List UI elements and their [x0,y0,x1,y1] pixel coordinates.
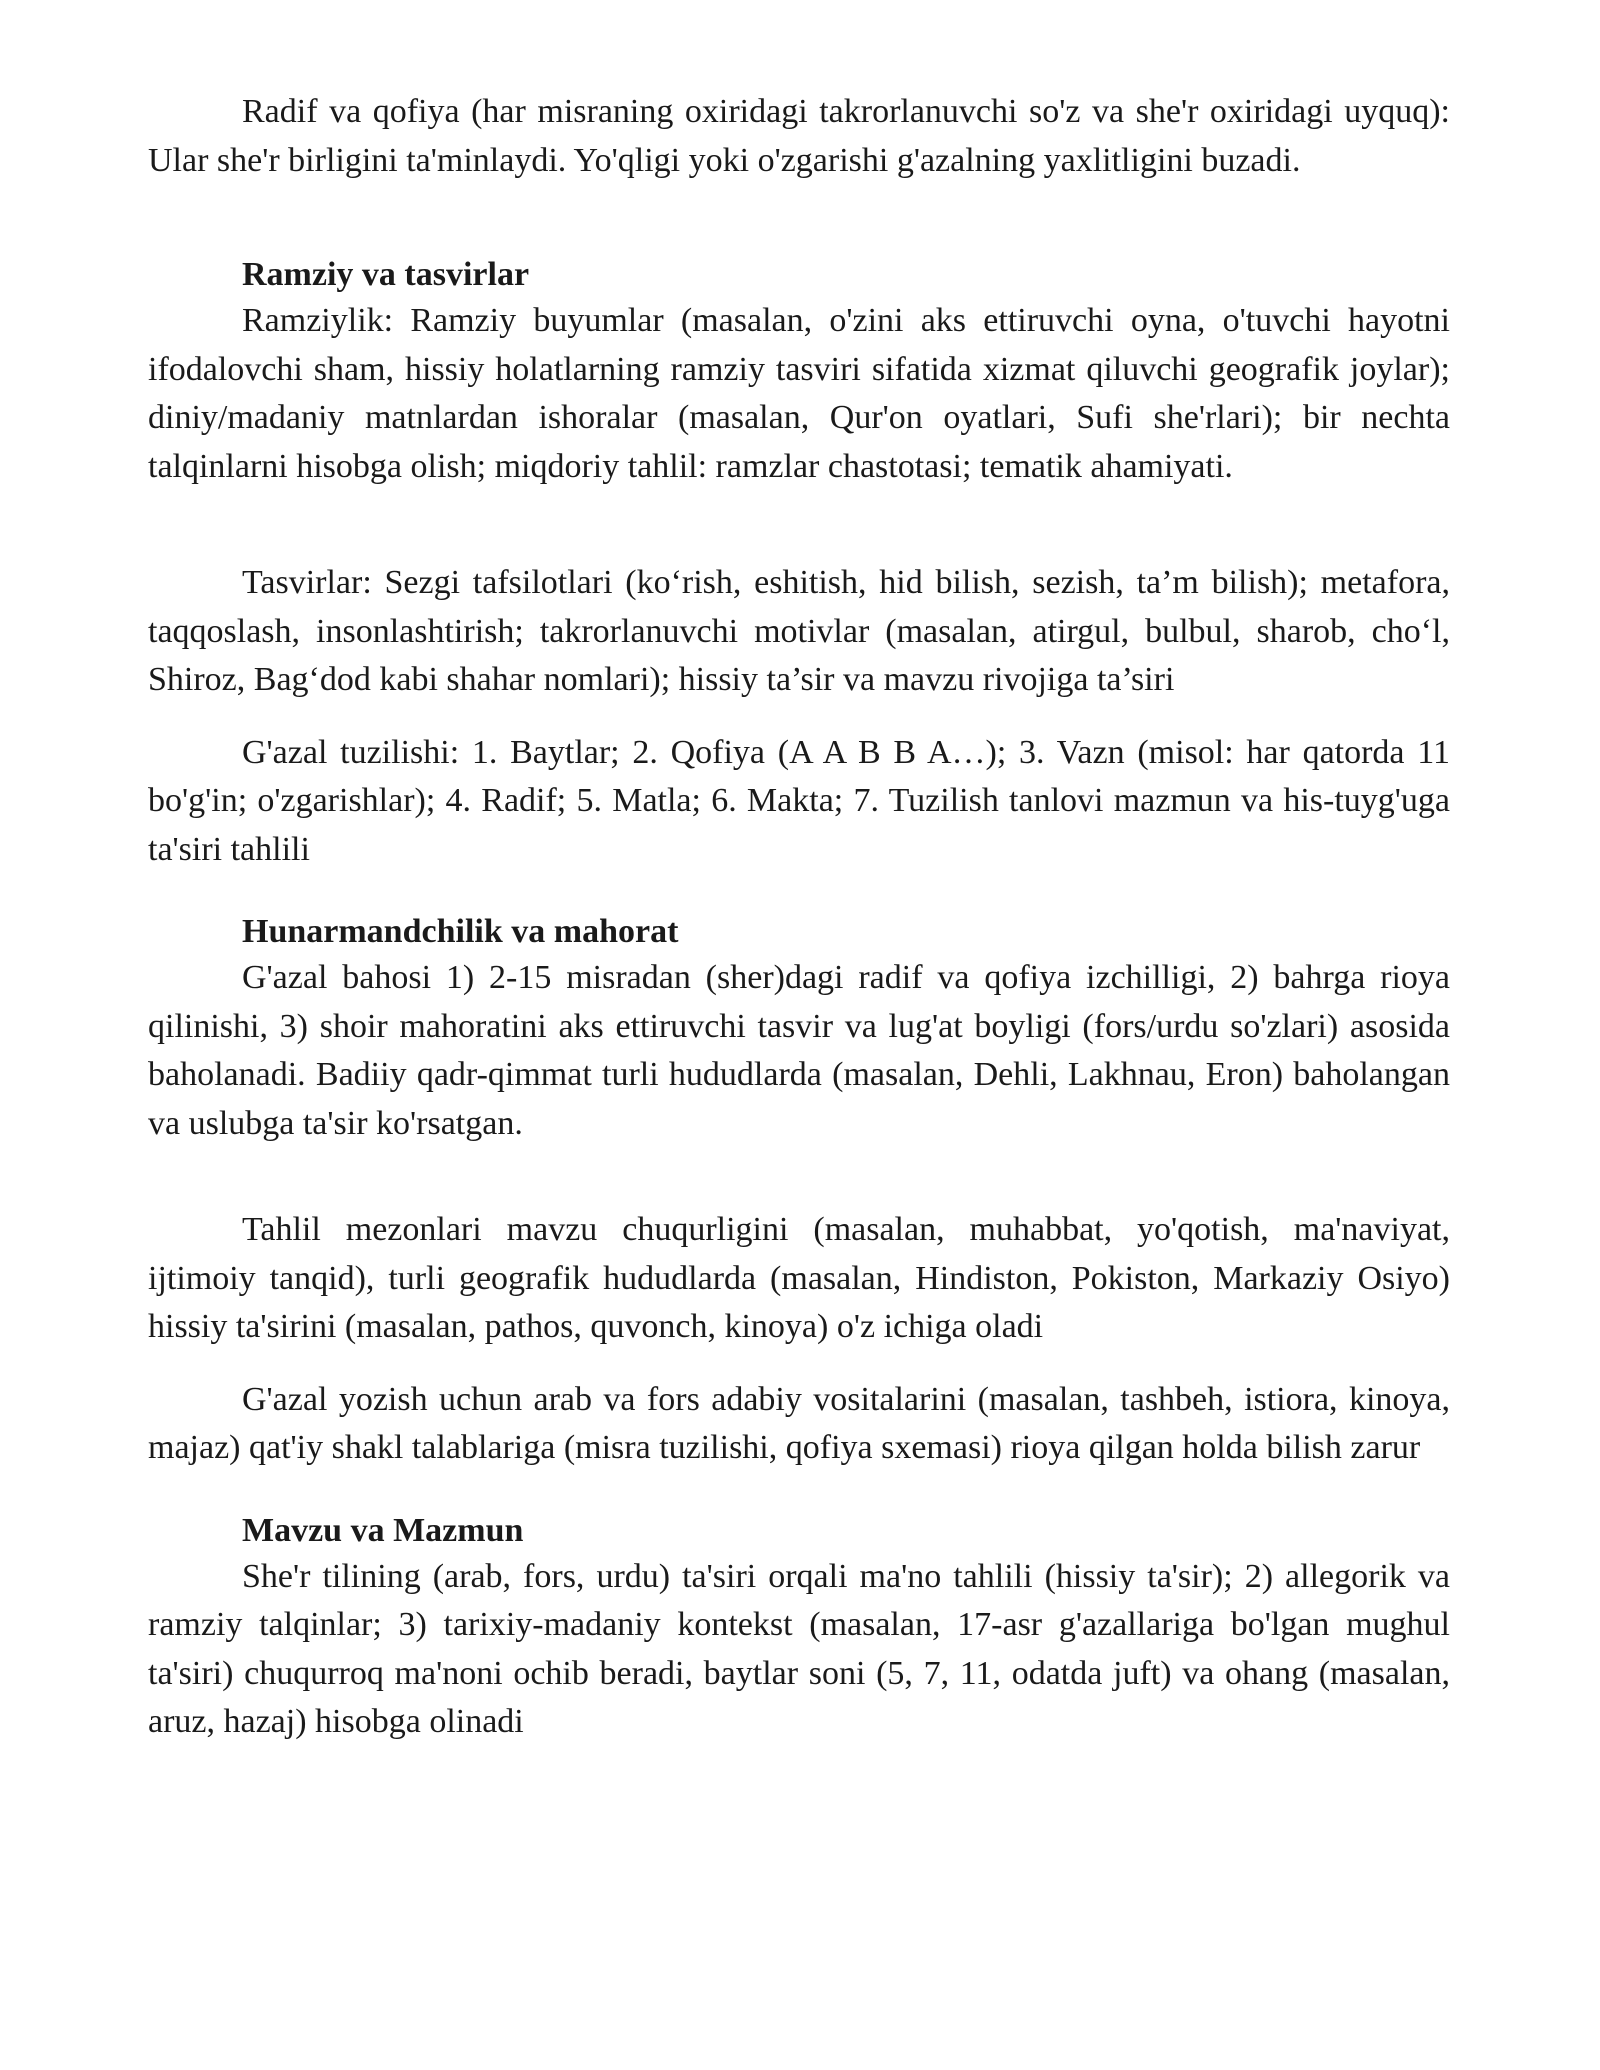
spacer [148,1352,1450,1376]
heading-mavzu-mazmun: Mavzu va Mazmun [242,1511,524,1549]
heading-ramziy-tasvirlar: Ramziy va tasvirlar [242,256,530,293]
spacer [148,1473,1450,1509]
paragraph-gazal-yozish: G'azal yozish uchun arab va fors adabiy vositalarini (masalan, tashbeh, istiora, kinoya, majaz) qat'iy shakl talablariga (misra tuzilishi, qofiya sxemasi) rioya qilgan holda bilish zarur [148,1380,1450,1466]
heading-hunarmandchilik: Hunarmandchilik va mahorat [242,913,679,950]
spacer [148,185,1450,253]
spacer [148,491,1450,559]
paragraph-sher-tili: She'r tilining (arab, fors, urdu) ta'siri orqali ma'no tahlili (hissiy ta'sir); 2) allegorik va ramziy talqinlar; 3) tarixiy-madaniy kontekst (masalan, 17-asr g'azallariga bo'lgan mughul ta'siri) chuqurroq ma'noni ochib beradi, baytlar soni (5, 7, 11, odatda juft) va ohang (masalan, aruz, hazaj) hisobga olinadi [148,1557,1450,1740]
paragraph-radif-qofiya: Radif va qofiya (har misraning oxiridagi takrorlanuvchi so'z va she'r oxiridagi uyquq): Ular she'r birligini ta'minlaydi. Yo'qligi yoki o'zgarishi g'azalning yaxlitligini buzadi. [148,93,1450,179]
paragraph-tasvirlar: Tasvirlar: Sezgi tafsilotlari (ko‘rish, eshitish, hid bilish, sezish, ta’m bilish); metafora, taqqoslash, insonlashtirish; takrorlanuvchi motivlar (masalan, atirgul, bulbul, sharob, cho‘l, Shiroz, Bag‘dod kabi shahar nomlari); hissiy ta’sir va mavzu rivojiga ta’siri [148,564,1450,698]
spacer [148,1148,1450,1206]
paragraph-gazal-bahosi: G'azal bahosi 1) 2-15 misradan (sher)dagi radif va qofiya izchilligi, 2) bahrga rioya qilinishi, 3) shoir mahoratini aks ettiruvchi tasvir va lug'at boyligi (fors/urdu so'zlari) asosida baholanadi. Badiiy qadr-qimmat turli hududlarda (masalan, Dehli, Lakhnau, Eron) baholangan va uslubga ta'sir ko'rsatgan. [148,959,1450,1142]
paragraph-tahlil-mezonlari: Tahlil mezonlari mavzu chuqurligini (masalan, muhabbat, yo'qotish, ma'naviyat, ijtimoiy tanqid), turli geografik hududlarda (masalan, Hindiston, Pokiston, Markaziy Osiyo) hissiy ta'sirini (masalan, pathos, quvonch, kinoya) o'z ichiga oladi [148,1211,1450,1345]
spacer [148,874,1450,910]
paragraph-ramziylik: Ramziylik: Ramziy buyumlar (masalan, o'zini aks ettiruvchi oyna, o'tuvchi hayotni ifodalovchi sham, hissiy holatlarning ramziy tasviri sifatida xizmat qiluvchi geografik joylar); diniy/madaniy matnlardan ishoralar (masalan, Qur'on oyatlari, Sufi she'rlari); bir nechta talqinlarni hisobga olish; miqdoriy tahlil: ramzlar chastotasi; tematik ahamiyati. [148,302,1450,485]
document-body [148,88,1450,1747]
paragraph-gazal-tuzilishi: G'azal tuzilishi: 1. Baytlar; 2. Qofiya (A A B B A…); 3. Vazn (misol: har qatorda 11 bo'g'in; o'zgarishlar); 4. Radif; 5. Matla; 6. Makta; 7. Tuzilish tanlovi mazmun va his-tuyg'uga ta'siri tahlili [148,733,1450,868]
spacer [148,705,1450,729]
